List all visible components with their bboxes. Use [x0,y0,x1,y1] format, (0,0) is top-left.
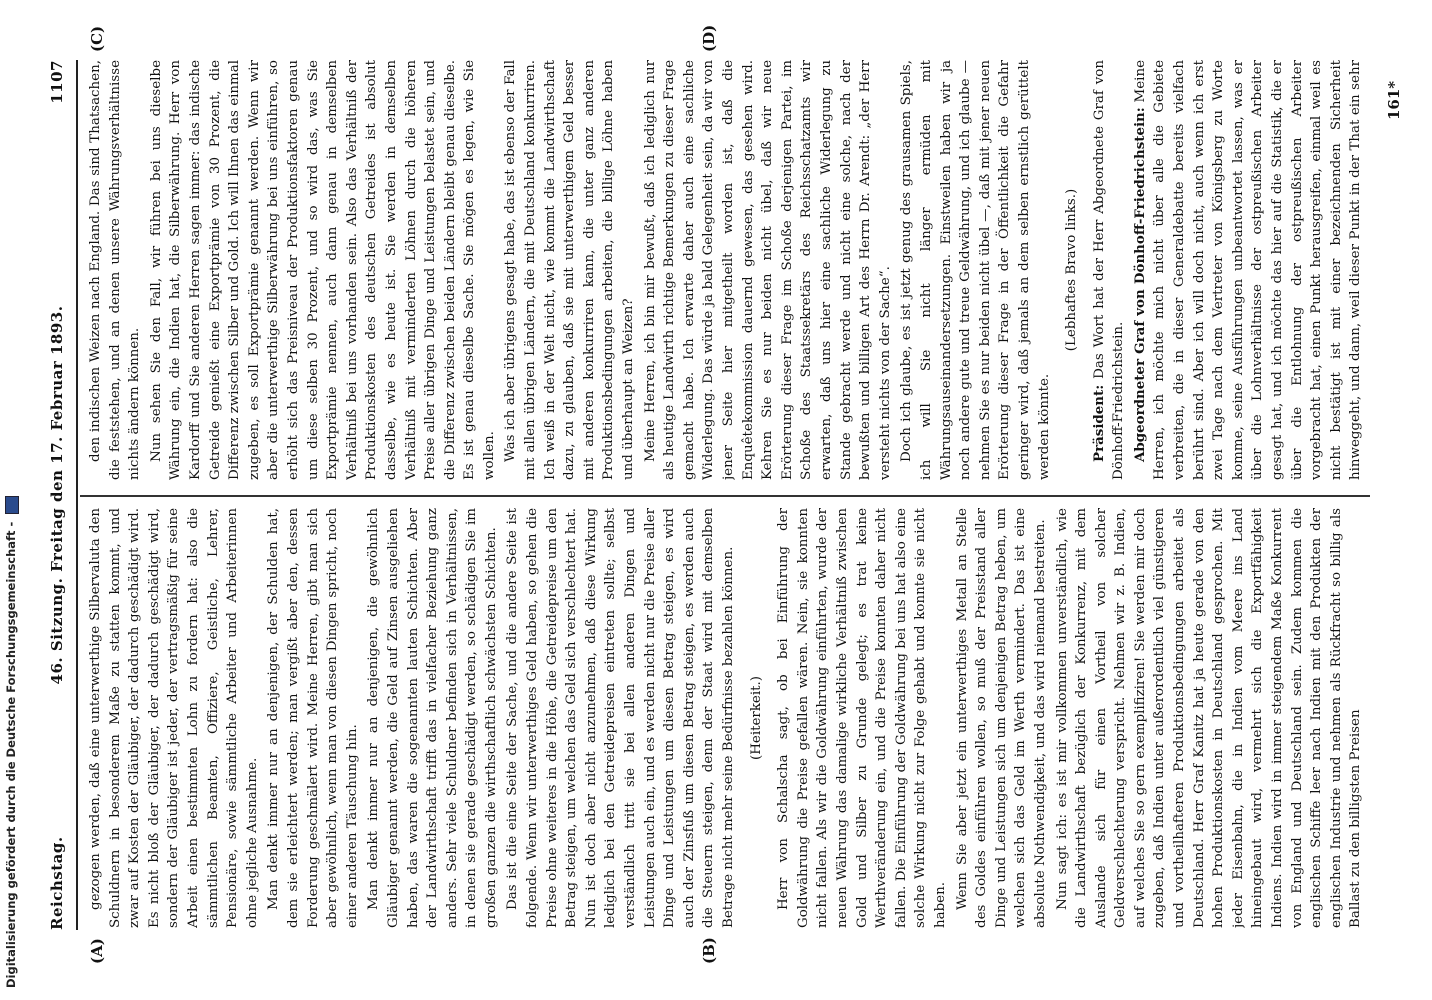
paragraph: Man denkt immer nur an denjenigen, der Schulden hat, dem sie erleichtert werden; man vergißt aber den, dessen Forderung geschmälert wird. Meine Herren, gibt man sich aber gewöhnlich, wenn man von diesen Dingen spricht, noch einer anderen Täuschung hin. [266,508,360,928]
paragraph: Wenn Sie aber jetzt ein unterwerthiges Metall an Stelle des Goldes einführen wollen, so muß der Preisstand aller Dinge und Leistungen sich um denjenigen Betrag heben, um welchen sich das Geld im Werth vermindert. Das ist eine absolute Nothwendigkeit, und das wird niemand bestreiten. [954,508,1048,928]
paragraph: gezogen werden, daß eine unterwerthige Silbervaluta den Schuldnern in besonderem Maße zu statten kommt, und zwar auf Kosten der Gläubiger, der dadurch geschädigt wird. Es nicht bloß der Gläubiger, der dadurch geschädigt wird, sondern der Gläubiger ist jeder, der vertragsmäßig für seine Arbeit einen bestimmten Lohn zu fordern hat: also die sämmtlichen Beamten, Offiziere, Geistliche, Lehrer, Pensionäre, sowie sämmtliche Arbeiter und Arbeiterinnen ohne jegliche Ausnahme. [88,508,260,928]
header-session-date: 46. Sitzung. Freitag den 17. Februar 1893. [48,305,66,685]
speech-statement [1131,60,1366,480]
paragraph: Doch ich glaube, es ist jetzt genug des grausamen Spiels, ich will Sie nicht länger ermüden mit Währungsauseinandersetzungen. Einstweilen haben wir ja noch andere gute und treue Geldwährung, und ich glaube — nehmen Sie es nur beiden nicht übel —, daß mit jener neuen Erörterung dieser Frage in der Öffentlichkeit die Gefahr geringer wird, daß jemals an dem selben ernstlich gerüttelt werden könnte. [899,60,1052,480]
speaker-name: Abgeordneter Graf von Dönhoff-Friedrichstein: [1131,107,1148,462]
margin-letter-d: (D) [700,24,718,52]
paragraph: Man denkt immer nur an denjenigen, die gewöhnlich Gläubiger genannt werden, die Geld auf Zinsen ausgeliehen haben, das waren die sogenannten lauten Schichten. Aber der Landwirthschaft trifft das in vielfacher Beziehung ganz anders. Sehr viele Schuldner befinden sich in Verhältnissen, in denen sie gerade geschädigt werden, so schädigen Sie im großen ganzen die wirthschaftlich schwächsten Schichten. [366,508,499,928]
margin-letter-a: (A) [88,938,106,964]
printer-signature: 161* [1385,80,1403,120]
credit-text: Digitalisierung gefördert durch die Deutsche Forschungsgemeinschaft - [4,521,18,988]
president-statement [1090,60,1129,480]
paragraph: den indischen Weizen nach England. Das sind Thatsachen, die feststehen, und an denen unsere Währungsverhältnisse nichts ändern können. [88,60,143,480]
page-header [40,60,74,930]
speaker-name: Präsident: [1090,384,1107,462]
paragraph: Meine Herren, ich bin mir bewußt, daß ich lediglich nur als heutige Landwirth richtige Bemerkungen zu dieser Frage gemacht habe. Ich erwarte daher auch eine sachliche Widerlegung. Das würde ja bald Gelegenheit sein, da wir von jener Seite hier mitgetheilt worden ist, daß die Enquêtekommission dauernd gewesen, das gesehen wird. Kehren Sie es nur beiden nicht übel, daß wir neue Erörterung dieser Frage im Schoße derjenigen Partei, im Schoße des Staatssekretärs des Reichsschatzamts wir erwarten, daß uns hier eine sachliche Widerlegung zu Stande gebracht werde und nicht eine solche, nach der bewußten und billigen Art des Herrn Dr. Arendt: „der Herr versteht nichts von der Sache“. [642,60,893,480]
header-publication: Reichstag. [48,836,66,930]
margin-letter-b: (B) [700,937,718,964]
margin-letter-c: (C) [88,25,106,52]
header-page-number: 1107 [48,60,66,104]
speaker-text: Meine Herren, ich möchte mich nicht über alle die Gebiete verbreiten, die in dieser Generaldebatte bereits vielfach berührt sind. Aber ich will doch nicht, auch wenn ich erst zwei Tage nach dem Vertreter von Königsberg zu Worte komme, seine Ausführungen unbeantwortet lassen, was er über die Lohnverhältnisse der ostpreußischen Arbeiter gesagt hat, und ich möchte das hier auf die Statistik, die er über die Entlohnung der ostpreußischen Arbeiter vorgebracht hat, einen Punkt herausgreifen, einmal weil es nicht bestätigt ist mit einer bezeichnenden Sicherheit hinweggeht, und dann, weil dieser Punkt in der That ein sehr [1132,60,1364,480]
paragraph: Nun sehen Sie den Fall, wir führen bei uns dieselbe Währung ein, die Indien hat, die Silberwährung. Herr von Kardorff und Sie anderen Herren sagen immer: das indische Getreide genießt eine Exportprämie von 30 Prozent, die Differenz zwischen Silber und Gold. Ich will Ihnen das einmal zugeben, es soll Exportprämie genannt werden. Wenn wir aber die unterwerthige Silberwährung bei uns einführen, so erhöht sich das Preisniveau der Produktionsfaktoren genau um diese selben 30 Prozent, und so wird das, was Sie Exportprämie nennen, auch dann genau in demselben Verhältniß bei uns vorhanden sein. Also das Verhältniß der Produktionskosten des deutschen Getreides ist absolut dasselbe, wie es heute ist. Sie werden in demselben Verhältniß mit verminderten Löhnen durch die höheren Preise aller übrigen Dinge und Leistungen belastet sein, und die Differenz zwischen beiden Ländern bleibt genau dieselbe. Es ist genau dieselbe Sache. Sie mögen es legen, wie Sie wollen. [148,60,497,480]
paragraph: Herr von Schalscha sagt, ob bei Einführung der Goldwährung die Preise gefallen wären. Nein, sie konnten nicht fallen. Als wir die Goldwährung einführten, wurde der neuen Währung das damalige wirkliche Verhältniß zwischen Gold und Silber zu Grunde gelegt; es trat keine Werthveränderung ein, und die Preise konnten daher nicht fallen. Die Einführung der Goldwährung bei uns hat also eine solche Wirkung nicht zur Folge gehabt und konnte sie nicht haben. [776,508,948,928]
paragraph: Das ist die eine Seite der Sache, und die andere Seite ist folgende. Wenn wir unterwerthiges Geld haben, so gehen die Preise ohne weiteres in die Höhe, die Getreidepreise um den Betrag steigen, um welchen das Geld sich verschlechtert hat. Nun ist doch aber nicht anzunehmen, daß diese Wirkung lediglich bei den Getreidepreisen eintreten sollte; selbst verständlich tritt sie bei allen anderen Dingen und Leistungen auch ein, und es werden nicht nur die Preise aller Dinge und Leistungen um diesen Betrag steigen, es wird auch der Zinsfuß um diesen Betrag steigen, es werden auch die Steuern steigen, denn der Staat wird mit demselben Betrage nicht mehr seine Bedürfnisse bezahlen können. [505,508,736,928]
speaker-text: Das Wort hat der Herr Abgeordnete Graf von Dönhoff-Friedrichstein. [1091,60,1127,480]
interjection: (Heiterkeit.) [748,676,764,760]
paragraph: Was ich aber übrigens gesagt habe, das ist ebenso der Fall mit allen übrigen Ländern, die mit Deutschland konkurriren. Ich weiß in der Welt nicht, wie kommt die Landwirthschaft dazu, zu glauben, daß sie mit unterwerthigem Geld besser mit anderen konkurriren kann, die unter ganz anderen Produktionsbedingungen arbeiten, die billige Löhne haben und überhaupt an Weizen? [503,60,637,480]
header-rule [76,60,78,930]
column-divider [80,495,1370,497]
paragraph: Nun sagt ich: es ist mir vollkommen unverständlich, wie die Landwirthschaft bezüglich der Konkurrenz, mit dem Auslande sich für einen Vortheil von solcher Geldverschlechterung verspricht. Nehmen wir z. B. Indien, auf welches Sie so gern exemplifiziren! Sie werden mir doch zugeben, daß Indien unter außerordentlich viel günstigeren und vortheilhafteren Produktionsbedingungen arbeitet als Deutschland. Herr Graf Kanitz hat ja heute gerade von den hohen Produktionskosten in Deutschland gesprochen. Mit jeder Eisenbahn, die in Indien vom Meere ins Land hineingebaut wird, vermehrt sich die Exportfähigkeit Indiens. Indien wird in immer steigendem Maße Konkurrent von England und Deutschland sein. Zudem kommen die englischen Schiffe leer nach Indien mit den Produkten der englischen Industrie und nehmen als Rückfracht so billig als Ballast zu den billigsten Preisen [1054,508,1364,928]
right-column [86,60,1366,480]
left-column [86,508,1366,928]
interjection: (Lebhaftes Bravo links.) [1064,188,1080,352]
